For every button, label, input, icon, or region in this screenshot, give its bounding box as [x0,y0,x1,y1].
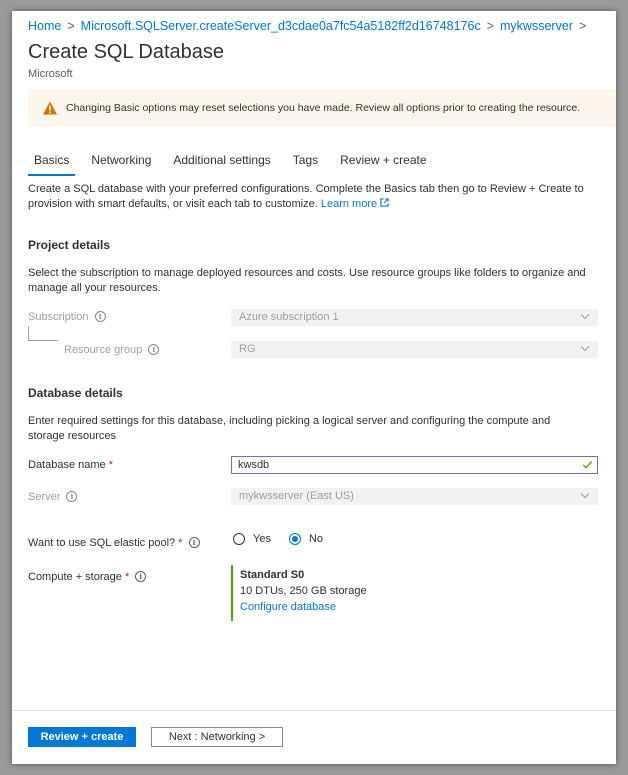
required-asterisk: * [124,571,130,583]
page-subtitle: Microsoft [28,68,73,80]
subscription-label-text: Subscription [28,311,89,323]
chevron-right-icon: > [67,19,75,33]
intro-text [28,182,588,212]
info-icon[interactable]: i [148,344,159,355]
intro-description: Create a SQL database with your preferred configurations. Complete the Basics tab then go to Review + Create to provision with smart defaults, or visit each tab to customize. [28,183,584,210]
compute-summary [231,565,367,621]
footer-divider [12,710,616,711]
info-icon[interactable]: i [189,537,200,548]
required-asterisk: * [178,537,183,549]
server-label-text: Server [28,491,61,503]
elastic-pool-no-label[interactable]: No [308,533,324,545]
tab-networking[interactable]: Networking [91,153,152,167]
chevron-down-icon [580,492,590,499]
banner-text: Changing Basic options may reset selections you have made. Review all options prior to creating the resource. [66,102,581,114]
resource-group-label-text: Resource group [64,344,143,356]
warning-banner [28,89,616,127]
compute-tier: Standard S0 [240,569,305,581]
info-icon[interactable]: i [66,491,77,502]
elastic-pool-yes-radio[interactable] [233,533,245,545]
resource-group-dropdown[interactable] [231,341,598,358]
chevron-down-icon [580,313,590,320]
breadcrumb-home[interactable]: Home [28,19,62,33]
page-title: Create SQL Database [28,41,225,63]
database-details-heading: Database details [28,386,123,400]
next-networking-button[interactable]: Next : Networking > [151,727,283,747]
breadcrumb-create-server[interactable]: Microsoft.SQLServer.createServer_d3cdae0a7fc54a5182ff2d16748176c [80,19,481,33]
tab-tags[interactable]: Tags [292,153,319,167]
warning-icon [42,100,58,116]
project-details-description: Select the subscription to manage deployed resources and costs. Use resource groups like folders to organize and manage all your resources. [28,267,586,294]
elastic-pool-label-text: Want to use SQL elastic pool? [28,537,176,549]
subscription-value: Azure subscription 1 [239,311,339,323]
project-details-heading: Project details [28,238,111,252]
create-sql-database-blade [12,11,616,764]
elastic-pool-yes-label[interactable]: Yes [253,533,271,545]
tab-review-create[interactable]: Review + create [340,153,427,167]
info-icon[interactable]: i [95,311,106,322]
resource-group-value: RG [239,343,256,355]
elastic-pool-radio-group [233,533,323,545]
server-value: mykwsserver (East US) [239,490,354,502]
database-name-input[interactable] [231,456,598,474]
server-label [28,491,77,503]
subscription-dropdown[interactable] [231,309,598,326]
database-name-label-text: Database name [28,459,106,471]
configure-database-link[interactable]: Configure database [240,601,337,613]
breadcrumb-server[interactable]: mykwsserver [500,19,573,33]
subscription-label [28,311,106,323]
compute-details: 10 DTUs, 250 GB storage [240,585,367,597]
elastic-pool-label [28,537,200,549]
compute-storage-label [28,571,146,583]
compute-storage-label-text: Compute + storage [28,571,122,583]
chevron-right-icon: > [578,19,587,33]
chevron-right-icon: > [486,19,495,33]
learn-more-link[interactable]: Learn more [320,198,378,210]
database-name-value: kwsdb [238,459,270,471]
resource-group-label [64,344,159,356]
info-icon[interactable]: i [135,571,146,582]
tab-additional-settings[interactable]: Additional settings [173,153,271,167]
review-create-button[interactable]: Review + create [28,727,136,747]
required-asterisk: * [108,459,114,471]
tab-bar [28,153,443,173]
external-link-icon[interactable] [380,198,389,207]
database-details-description: Enter required settings for this database, including picking a logical server and configuring the compute and storage resources [28,415,551,442]
breadcrumb [28,19,592,33]
chevron-down-icon [580,345,590,352]
checkmark-icon [582,459,593,470]
tab-basics[interactable]: Basics [28,153,75,173]
elastic-pool-no-radio[interactable] [289,533,301,545]
tree-connector-vertical [28,326,29,340]
tree-connector-horizontal [28,340,58,341]
database-name-label [28,459,113,471]
server-dropdown[interactable] [231,488,598,505]
